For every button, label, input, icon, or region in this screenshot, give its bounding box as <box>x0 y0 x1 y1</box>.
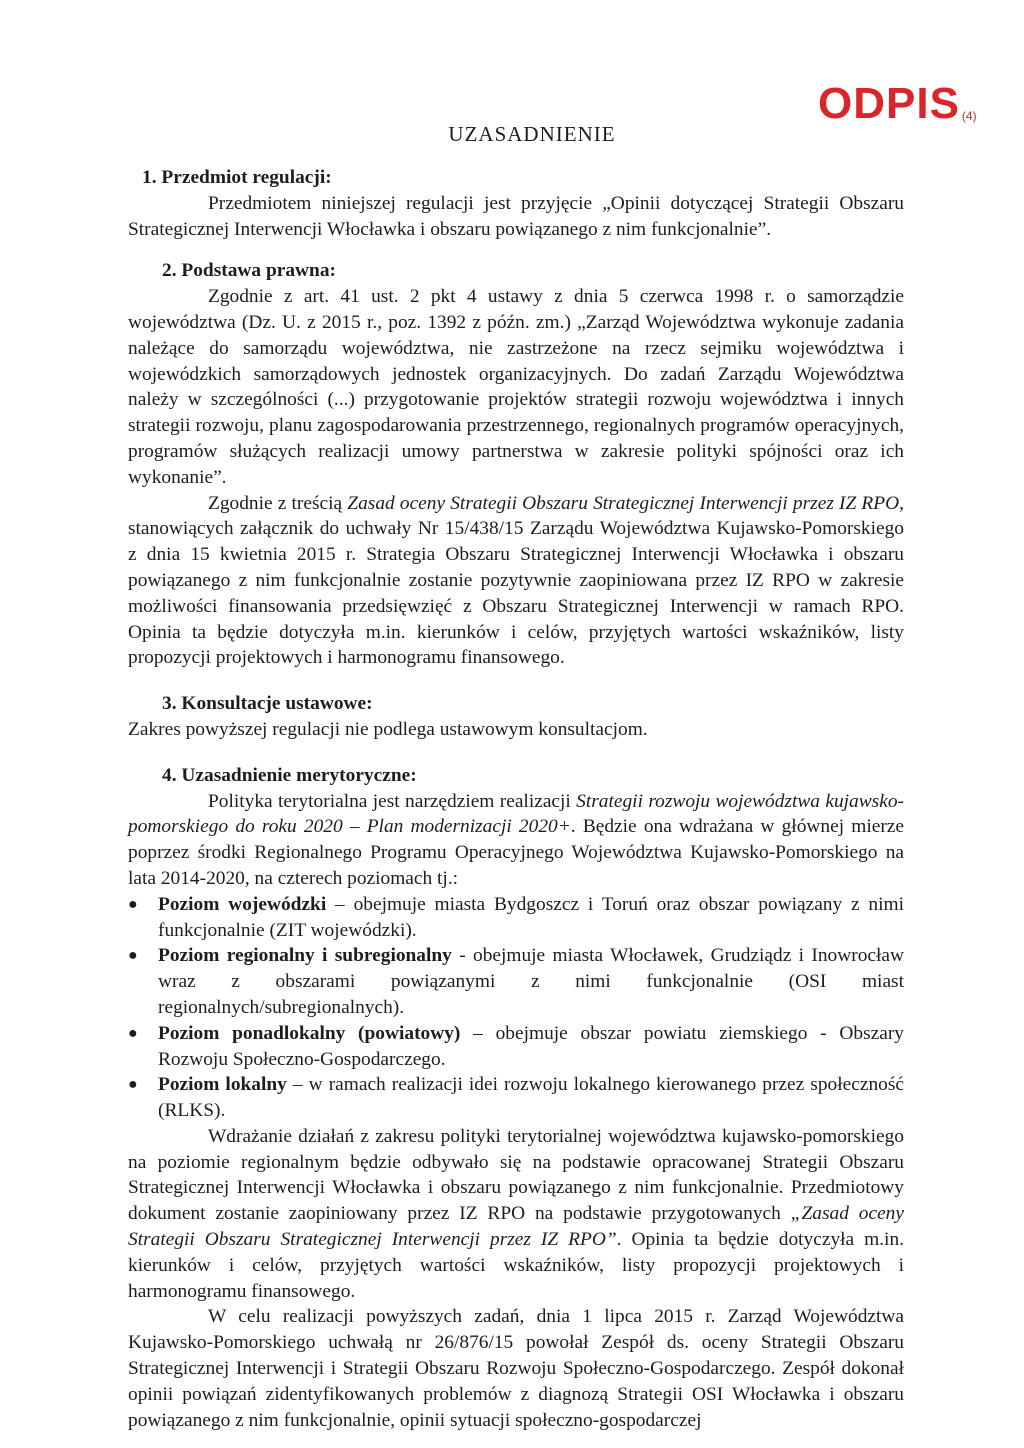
section-3-paragraph: Zakres powyższej regulacji nie podlega ustawowym konsultacjom. <box>128 718 648 740</box>
section-4-paragraph-2: Wdrażanie działań z zakresu polityki terytorialnej województwa kujawsko-pomorskiego na poziomie regionalnym będzie odbywało się na podstawie opracowanej Strategii Obszaru Strategicznej Interwencji Włocławka i obszaru powiązanego z nim funkcjonalnie. Przedmiotowy dokument zostanie zaopiniowany przez IZ RPO na podstawie przygotowanych „Zasad oceny Strategii Obszaru Strategicznej Interwencji przez IZ RPO”. Opinia ta będzie dotyczyła m.in. kierunków i celów, przyjętych wartości wskaźników, listy propozycji projektowych i harmonogramu finansowego. <box>128 1125 904 1302</box>
list-item: ● Poziom ponadlokalny (powiatowy) – obejmuje obszar powiatu ziemskiego - Obszary Rozwoju Społeczno-Gospodarczego. <box>128 1021 904 1073</box>
bullet-icon: ● <box>128 1076 138 1094</box>
bullet-icon: ● <box>128 895 138 913</box>
section-4-paragraph-1: Polityka terytorialna jest narzędziem realizacji Strategii rozwoju województwa kujawsko-pomorskiego do roku 2020 – Plan modernizacji 2020+. Będzie ona wdrażana w głównej mierze poprzez środki Regionalnego Programu Operacyjnego Województwa Kujawsko-Pomorskiego na lata 2014-2020, na czterech poziomach tj.: <box>128 790 904 889</box>
section-1-heading: 1. Przedmiot regulacji: <box>142 167 332 188</box>
list-item: ● Poziom wojewódzki – obejmuje miasta Bydgoszcz i Toruń oraz obszar powiązany z nimi funkcjonalnie (ZIT wojewódzki). <box>128 892 904 944</box>
section-2-paragraph-1: Zgodnie z art. 41 ust. 2 pkt 4 ustawy z dnia 5 czerwca 1998 r. o samorządzie województwa (Dz. U. z 2015 r., poz. 1392 z późn. zm.) „Zarząd Województwa wykonuje zadania należące do samorządu województwa, nie zastrzeżone na rzecz sejmiku województwa i wojewódzkich samorządowych jednostek organizacyjnych. Do zadań Zarządu Województwa należy w szczególności (...) przygotowanie projektów strategii rozwoju województwa i innych strategii rozwoju, planu zagospodarowania przestrzennego, regionalnych programów operacyjnych, programów służących realizacji umowy partnerstwa w zakresie polityki spójności oraz ich wykonanie”. <box>128 286 904 488</box>
document-title: UZASADNIENIE <box>448 122 616 146</box>
odpis-stamp: ODPIS (4) <box>818 79 977 128</box>
section-4-heading: 4. Uzasadnienie merytoryczne: <box>162 764 417 786</box>
list-item: ● Poziom lokalny – w ramach realizacji idei rozwoju lokalnego kierowanego przez społeczność (RLKS). <box>128 1072 904 1124</box>
section-2-paragraph-2: Zgodnie z treścią Zasad oceny Strategii Obszaru Strategicznej Interwencji przez IZ RPO, stanowiących załącznik do uchwały Nr 15/438/15 Zarządu Województwa Kujawsko-Pomorskiego z dnia 15 kwietnia 2015 r. Strategia Obszaru Strategicznej Interwencji Włocławka i obszaru powiązanego z nim funkcjonalnie zostanie pozytywnie zaopiniowana przez IZ RPO w zakresie możliwości finansowania przedsięwzięć z Obszaru Strategicznej Interwencji w ramach RPO. Opinia ta będzie dotyczyła m.in. kierunków i celów, przyjętych wartości wskaźników, listy propozycji projektowych i harmonogramu finansowego. <box>128 492 904 669</box>
section-1-paragraph: Przedmiotem niniejszej regulacji jest przyjęcie „Opinii dotyczącej Strategii Obszaru Strategicznej Interwencji Włocławka i obszaru powiązanego z nim funkcjonalnie”. <box>128 192 904 240</box>
document-body <box>128 165 904 1433</box>
list-item: ● Poziom regionalny i subregionalny - obejmuje miasta Włocławek, Grudziądz i Inowrocław wraz z obszarami powiązanymi z nimi funkcjonalnie (OSI miast regionalnych/subregionalnych). <box>128 943 904 1020</box>
section-3-heading: 3. Konsultacje ustawowe: <box>162 693 373 715</box>
bullet-icon: ● <box>128 947 138 965</box>
section-4-paragraph-3: W celu realizacji powyższych zadań, dnia 1 lipca 2015 r. Zarząd Województwa Kujawsko-Pomorskiego uchwałą nr 26/876/15 powołał Zespół ds. oceny Strategii Obszaru Strategicznej Interwencji i Strategii Obszaru Rozwoju Społeczno-Gospodarczego. Zespół dokonał opinii powiązań zidentyfikowanych problemów z diagnozą Strategii OSI Włocławka i obszaru powiązanego z nim funkcjonalnie, opinii sytuacji społeczno-gospodarczej <box>128 1306 904 1431</box>
section-2-heading: 2. Podstawa prawna: <box>162 260 336 282</box>
bullet-icon: ● <box>128 1024 138 1042</box>
